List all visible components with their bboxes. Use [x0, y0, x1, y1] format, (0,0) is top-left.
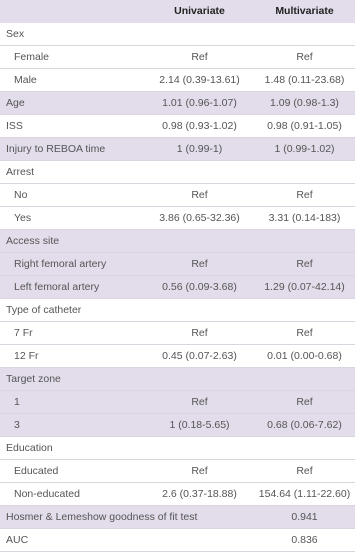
- univariate-value: [145, 299, 254, 322]
- header-multivariate: Multivariate: [254, 0, 355, 23]
- multivariate-value: 0.68 (0.06-7.62): [267, 419, 342, 431]
- row-label: Type of catheter: [6, 304, 82, 316]
- table-row-zone-3: [0, 414, 355, 437]
- univariate-value: [145, 161, 254, 184]
- univariate-value: 0.45 (0.07-2.63): [162, 350, 237, 362]
- multivariate-value: Ref: [296, 327, 313, 339]
- univariate-value: 2.14 (0.39-13.61): [159, 74, 240, 86]
- row-label: Male: [14, 74, 37, 86]
- univariate-value: [145, 437, 254, 460]
- univariate-value: 2.6 (0.37-18.88): [162, 488, 237, 500]
- table-row-yes: [0, 207, 355, 230]
- univariate-value: [145, 23, 254, 46]
- multivariate-value: 154.64 (1.11-22.60): [258, 488, 351, 500]
- multivariate-value: 1.09 (0.98-1.3): [270, 97, 339, 109]
- table-row-arrest: [0, 161, 355, 184]
- table-row-educated: [0, 460, 355, 483]
- row-label: Sex: [6, 28, 25, 40]
- row-label: Education: [6, 442, 53, 454]
- univariate-value: 1 (0.99-1): [176, 143, 223, 155]
- table-header-row: [0, 0, 355, 23]
- multivariate-value: [254, 299, 355, 322]
- row-label: 1: [14, 396, 20, 408]
- row-label: Educated: [14, 465, 59, 477]
- multivariate-value: [254, 437, 355, 460]
- univariate-value: [145, 368, 254, 391]
- row-label: 3: [14, 419, 20, 431]
- multivariate-value: Ref: [296, 258, 313, 270]
- table-row-7-fr: [0, 322, 355, 345]
- row-label: Hosmer & Lemeshow goodness of fit test: [6, 511, 198, 523]
- univariate-value: Ref: [191, 51, 208, 63]
- univariate-value: Ref: [191, 465, 208, 477]
- row-label: Yes: [14, 212, 32, 224]
- univariate-value: 1.01 (0.96-1.07): [162, 97, 237, 109]
- header-blank: [0, 0, 145, 23]
- row-label: Female: [14, 51, 50, 63]
- multivariate-value: 0.98 (0.91-1.05): [267, 120, 342, 132]
- table-row-type-of-catheter: [0, 299, 355, 322]
- row-label: Right femoral artery: [14, 258, 107, 270]
- table-row-age: [0, 92, 355, 115]
- multivariate-value: Ref: [296, 396, 313, 408]
- row-label: 7 Fr: [14, 327, 33, 339]
- univariate-value: Ref: [191, 327, 208, 339]
- table-row-no: [0, 184, 355, 207]
- row-label: Target zone: [6, 373, 61, 385]
- multivariate-value: [254, 23, 355, 46]
- table-row-left-femoral-artery: [0, 276, 355, 299]
- multivariate-value: [254, 368, 355, 391]
- multivariate-value: 3.31 (0.14-183): [268, 212, 341, 224]
- univariate-value: Ref: [191, 258, 208, 270]
- row-label: Left femoral artery: [14, 281, 100, 293]
- table-row-right-femoral-artery: [0, 253, 355, 276]
- table-row-education: [0, 437, 355, 460]
- table-row-zone-1: [0, 391, 355, 414]
- table-row-access-site: [0, 230, 355, 253]
- multivariate-value: [254, 230, 355, 253]
- multivariate-value: [254, 161, 355, 184]
- multivariate-value: Ref: [296, 189, 313, 201]
- row-label: Non-educated: [14, 488, 80, 500]
- table-row-female: [0, 46, 355, 69]
- multivariate-value: 1 (0.99-1.02): [274, 143, 335, 155]
- table-row-non-educated: [0, 483, 355, 506]
- univariate-value: 0.56 (0.09-3.68): [162, 281, 237, 293]
- univariate-value: [145, 230, 254, 253]
- row-label: ISS: [6, 120, 23, 132]
- table-row-sex: [0, 23, 355, 46]
- auc-value: 0.836: [291, 534, 318, 546]
- multivariate-value: 1.48 (0.11-23.68): [264, 74, 345, 86]
- row-label: 12 Fr: [14, 350, 39, 362]
- univariate-value: 0.98 (0.93-1.02): [162, 120, 237, 132]
- multivariate-value: 1.29 (0.07-42.14): [264, 281, 345, 293]
- table-row-hosmer-lemeshow: [0, 506, 355, 529]
- univariate-value: 1 (0.18-5.65): [169, 419, 230, 431]
- multivariate-value: 0.01 (0.00-0.68): [267, 350, 342, 362]
- table-row-male: [0, 69, 355, 92]
- row-label: Injury to REBOA time: [6, 143, 106, 155]
- header-univariate: Univariate: [145, 0, 254, 23]
- row-label: Arrest: [6, 166, 35, 178]
- fit-test-value: 0.941: [291, 511, 318, 523]
- row-label: AUC: [6, 534, 29, 546]
- table-row-12-fr: [0, 345, 355, 368]
- multivariate-value: Ref: [296, 51, 313, 63]
- multivariate-value: Ref: [296, 465, 313, 477]
- row-label: Access site: [6, 235, 60, 247]
- row-label: Age: [6, 97, 25, 109]
- row-label: No: [14, 189, 28, 201]
- univariate-value: Ref: [191, 189, 208, 201]
- univariate-value: 3.86 (0.65-32.36): [159, 212, 240, 224]
- univariate-value: Ref: [191, 396, 208, 408]
- table-row-injury-to-reboa-time: [0, 138, 355, 161]
- table-row-iss: [0, 115, 355, 138]
- table-row-target-zone: [0, 368, 355, 391]
